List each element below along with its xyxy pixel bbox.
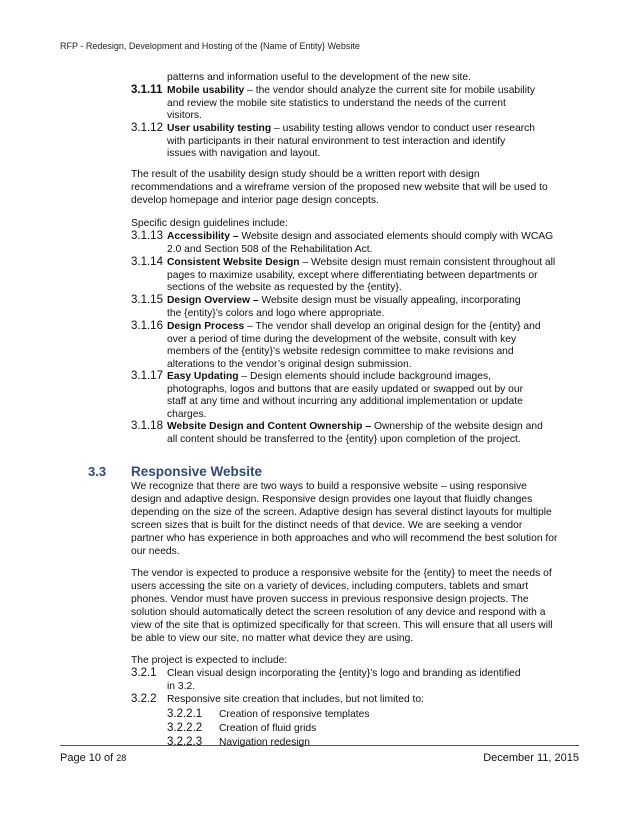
footer-date: December 11, 2015 bbox=[483, 752, 579, 764]
item-line: and review the mobile site statistics to understand the needs of the current bbox=[167, 97, 506, 109]
item-number: 3.2.2 bbox=[131, 693, 157, 705]
item-line: pages to maximize usability, except where differentiating between departments or bbox=[167, 269, 538, 281]
section-number: 3.3 bbox=[88, 464, 107, 479]
paragraph-line: depending on the size of the screen. Adaptive design has several distinct layouts for multiple bbox=[131, 507, 552, 518]
list-item bbox=[167, 85, 535, 98]
item-line: 2.0 and Section 508 of the Rehabilitation Act. bbox=[167, 243, 373, 255]
paragraph-line: view of the site that is optimized specifically for that screen. This will ensure that all users will bbox=[131, 620, 553, 631]
item-line: Website design and associated elements should comply with WCAG bbox=[241, 231, 554, 242]
item-number: 3.1.17 bbox=[131, 370, 163, 382]
subitem-number: 3.2.2.2 bbox=[167, 722, 203, 734]
item-line: The vendor shall develop an original design for the {entity} and bbox=[255, 321, 541, 332]
list-item bbox=[167, 321, 541, 334]
item-line: Design elements should include background images, bbox=[249, 371, 491, 382]
item-title: Design Overview – bbox=[167, 295, 259, 306]
item-line: the vendor should analyze the current site for mobile usability bbox=[255, 85, 536, 96]
subitem-number: 3.2.2.1 bbox=[167, 708, 203, 720]
item-line: usability testing allows vendor to conduct user research bbox=[282, 123, 535, 134]
paragraph-line: our needs. bbox=[131, 546, 180, 557]
item-line: issues with navigation and layout. bbox=[167, 148, 321, 160]
item-number: 3.1.18 bbox=[131, 420, 163, 432]
item-line: Responsive site creation that includes, but not limited to: bbox=[167, 694, 424, 705]
item-title: Mobile usability bbox=[167, 85, 245, 96]
subitem-text: Navigation redesign bbox=[219, 737, 311, 748]
subitem-text: Creation of fluid grids bbox=[219, 723, 317, 734]
paragraph-line: We recognize that there are two ways to build a responsive website – using responsive bbox=[131, 481, 527, 492]
page-number bbox=[60, 752, 126, 764]
item-sep: – bbox=[238, 371, 250, 382]
subitem-text: Creation of responsive templates bbox=[219, 709, 370, 720]
paragraph-line: partner who has experience in both approaches and who will recommend the best solution for bbox=[131, 533, 558, 544]
item-line: the {entity}’s colors and logo where appropriate. bbox=[167, 307, 385, 319]
item-line: charges. bbox=[167, 408, 207, 420]
item-number: 3.1.15 bbox=[131, 294, 163, 306]
item-number: 3.1.13 bbox=[131, 230, 163, 242]
item-number: 3.2.1 bbox=[131, 667, 157, 679]
item-title: Consistent Website Design bbox=[167, 257, 300, 268]
list-item bbox=[167, 123, 535, 136]
item-title: User usability testing bbox=[167, 123, 272, 134]
running-header: RFP - Redesign, Development and Hosting of the {Name of Entity} Website bbox=[60, 41, 360, 51]
paragraph-line: users accessing the site on a variety of devices, including computers, tablets and smart bbox=[131, 581, 529, 592]
item-number: 3.1.12 bbox=[131, 122, 163, 134]
paragraph-line: recommendations and a wireframe version of the proposed new website that will be used to bbox=[131, 182, 548, 193]
item-line: visitors. bbox=[167, 110, 202, 122]
item-title: Easy Updating bbox=[167, 371, 239, 382]
list-item bbox=[167, 371, 491, 384]
include-intro: The project is expected to include: bbox=[131, 655, 288, 666]
item-line: all content should be transferred to the {entity} upon completion of the project. bbox=[167, 433, 521, 445]
guidelines-intro: Specific design guidelines include: bbox=[131, 218, 288, 229]
item-line: Clean visual design incorporating the {entity}’s logo and branding as identified bbox=[167, 668, 521, 679]
item-sep: – bbox=[299, 257, 312, 268]
item-sep: – bbox=[271, 123, 283, 134]
item-title: Accessibility – bbox=[167, 231, 239, 242]
page-label: Page 10 of bbox=[60, 752, 114, 764]
paragraph-line: phones. Vendor must have proven success in previous responsive design projects. The bbox=[131, 594, 529, 605]
paragraph-line: The vendor is expected to produce a responsive website for the {entity} to meet the needs of bbox=[131, 568, 552, 579]
item-title: Website Design and Content Ownership – bbox=[167, 421, 372, 432]
item-line: in 3.2. bbox=[167, 680, 196, 692]
item-sep: – bbox=[244, 85, 256, 96]
item-number: 3.1.11 bbox=[131, 84, 163, 96]
item-line: sections of the website as requested by the {entity}. bbox=[167, 282, 402, 294]
footer-rule bbox=[60, 745, 579, 746]
intro-continuation: patterns and information useful to the development of the new site. bbox=[167, 72, 471, 83]
item-line: alterations to the vendor’s original design submission. bbox=[167, 358, 412, 370]
paragraph-line: The result of the usability design study should be a written report with design bbox=[131, 169, 480, 180]
list-item bbox=[167, 421, 543, 434]
section-title: Responsive Website bbox=[131, 464, 263, 479]
item-line: with participants in their natural environment to test interaction and identify bbox=[167, 135, 506, 147]
item-line: photographs, logos and buttons that are easily updated or swapped out by our bbox=[167, 383, 524, 395]
item-line: over a period of time during the development of the website, consult with key bbox=[167, 333, 517, 345]
paragraph-line: be able to view our site, no matter what device they are using. bbox=[131, 633, 414, 644]
subitem-number: 3.2.2.3 bbox=[167, 736, 203, 748]
list-item bbox=[167, 257, 555, 270]
paragraph-line: design and adaptive design. Responsive design provides one layout that fluidly changes bbox=[131, 494, 533, 505]
list-item bbox=[167, 295, 521, 308]
item-line: Ownership of the website design and bbox=[373, 421, 543, 432]
item-line: Website design must remain consistent throughout all bbox=[311, 257, 556, 268]
item-title: Design Process bbox=[167, 321, 245, 332]
item-number: 3.1.16 bbox=[131, 320, 163, 332]
page-total: 28 bbox=[116, 753, 127, 763]
item-line: Website design must be visually appealing, incorporating bbox=[261, 295, 521, 306]
paragraph-line: develop homepage and interior page design concepts. bbox=[131, 195, 379, 206]
item-sep: – bbox=[244, 321, 256, 332]
item-line: members of the {entity}’s website redesign committee to make revisions and bbox=[167, 346, 514, 358]
paragraph-line: screen sizes that is built for the distinct needs of that device. We are seeking a vendor bbox=[131, 520, 523, 531]
item-line: staff at any time and without incurring any additional implementation or update bbox=[167, 396, 523, 408]
paragraph-line: solution should automatically detect the screen resolution of any device and respond with a bbox=[131, 607, 546, 618]
item-number: 3.1.14 bbox=[131, 256, 163, 268]
list-item bbox=[167, 231, 553, 244]
